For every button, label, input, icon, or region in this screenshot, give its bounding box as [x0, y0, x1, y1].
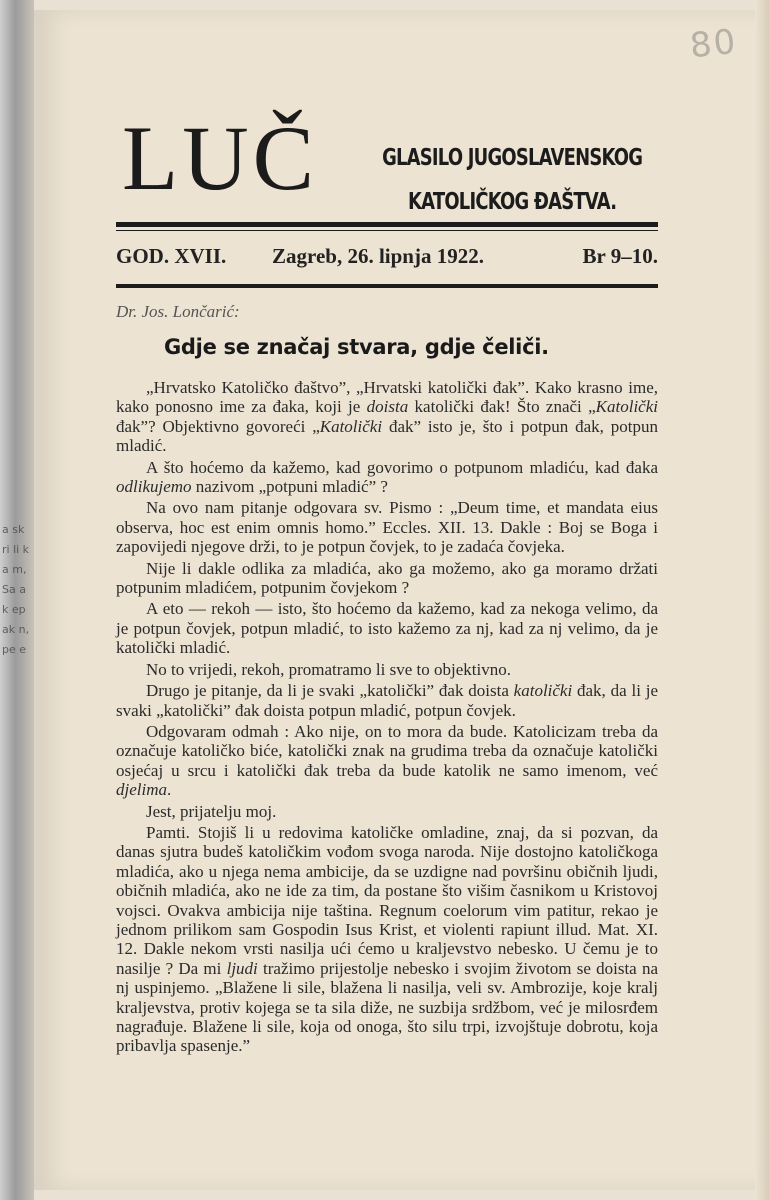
issue-info: [116, 240, 658, 274]
paragraph: A što hoćemo da kažemo, kad govorimo o potpunom mladiću, kad đaka odlikujemo nazivom „potpuni mladić” ?: [116, 457, 658, 497]
article-body: [116, 378, 658, 1058]
masthead-rule-thick: [116, 222, 658, 227]
masthead-rule-thin: [116, 230, 658, 231]
paragraph: Nije li dakle odlika za mladića, ako ga možemo, ako ga moramo držati potpunim mladićem, potpunim čovjekom ?: [116, 558, 658, 598]
newspaper-logo: LUČ: [122, 107, 318, 209]
paragraph: A eto — rekoh — isto, što hoćemo da kažemo, kad za nekoga velimo, da je potpun čovjek, potpun mladić, to isto kažemo za nj, kad za nj velimo, da je katolički mladić.: [116, 599, 658, 658]
adjacent-page-edge: [0, 0, 34, 1200]
subtitle-line-1: GLASILO JUGOSLAVENSKOG: [382, 145, 643, 171]
article-title: Gdje se značaj stvara, gdje čeliči.: [164, 335, 549, 359]
paragraph: Odgovaram odmah : Ako nije, on to mora da bude. Katolicizam treba da označuje katoličko biće, katolički znak na grudima treba da označuje katolički osjećaj u srcu i katolički đak treba da bude katolik ne samo imenom, već djelima.: [116, 721, 658, 800]
paragraph: Jest, prijatelju moj.: [146, 801, 277, 821]
article-author: Dr. Jos. Lončarić:: [116, 302, 240, 321]
paragraph: „Hrvatsko Katoličko đaštvo”, „Hrvatski katolički đak”. Kako krasno ime, kako ponosno ime za đaka, koji je doista katolički đak! Što znači „Katolički đak”? Objektivno govoreći „Katolički đak” isto je, što i potpun đak, potpun mladić.: [116, 378, 658, 456]
masthead-subtitle: [362, 136, 662, 224]
adjacent-page-text: a sk ri li ka m, Sa ak ep ak n, pe e: [2, 523, 30, 656]
paragraph: No to vrijedi, rekoh, promatramo li sve to objektivno.: [146, 659, 511, 679]
pencil-note: 80: [688, 21, 740, 67]
paragraph: Drugo je pitanje, da li je svaki „katolički” đak doista katolički đak, da li je svaki „katolički” đak doista potpun mladić, potpun čovjek.: [116, 681, 658, 720]
paragraph: Pamti. Stojiš li u redovima katoličke omladine, znaj, da si pozvan, da danas sjutra budeš katoličkim vođom svoga naroda. Nije dostojno katoličkoga mladića, ako u njega nema ambicije, da se uzdigne nad površinu običnih ljudi, običnih mladića, ako ne ide za tim, da postane što višim časnikom u Kristovoj vojsci. Ovakva ambicija nije taština. Regnum coelorum vim patitur, rekao je jednom prilikom sam Gospodin Isus Krist, et violenti rapiunt illud. Mat. XI. 12. Dakle nekom vrsti nasilja ući ćemo u kraljevstvo nebesko. U čemu je to nasilje ? Da mi ljudi tražimo prijestolje nebesko i svojim životom se doista na nj uspinjemo. „Blažene li sile, blažena li nasilja, veli sv. Ambrozije, koje kralj kraljevstva, protiv kojega se ta sila diže, ne suzbija srdžbom, već je milosrđem nagrađuje. Blažene li sile, koja od onoga, što silu trpi, izvojštuje dobrotu, koja pribavlja spasenje.”: [116, 822, 658, 1056]
subtitle-line-2: KATOLIČKOG ĐAŠTVA.: [408, 189, 617, 215]
paragraph: Na ovo nam pitanje odgovara sv. Pismo : „Deum time, et mandata eius observa, hoc est enim omnis homo.” Eccles. XII. 13. Dakle : Boj se Boga i zapovijedi njegove drži, to je potpun čovjek, to je zadaća čovjeka.: [116, 498, 658, 557]
issue-rule: [116, 284, 658, 288]
issue-year: GOD. XVII.: [116, 244, 227, 268]
page-right-edge: [755, 0, 769, 1200]
issue-number: Br 9–10.: [582, 244, 658, 268]
masthead: [122, 108, 662, 218]
issue-date: Zagreb, 26. lipnja 1922.: [272, 244, 484, 268]
